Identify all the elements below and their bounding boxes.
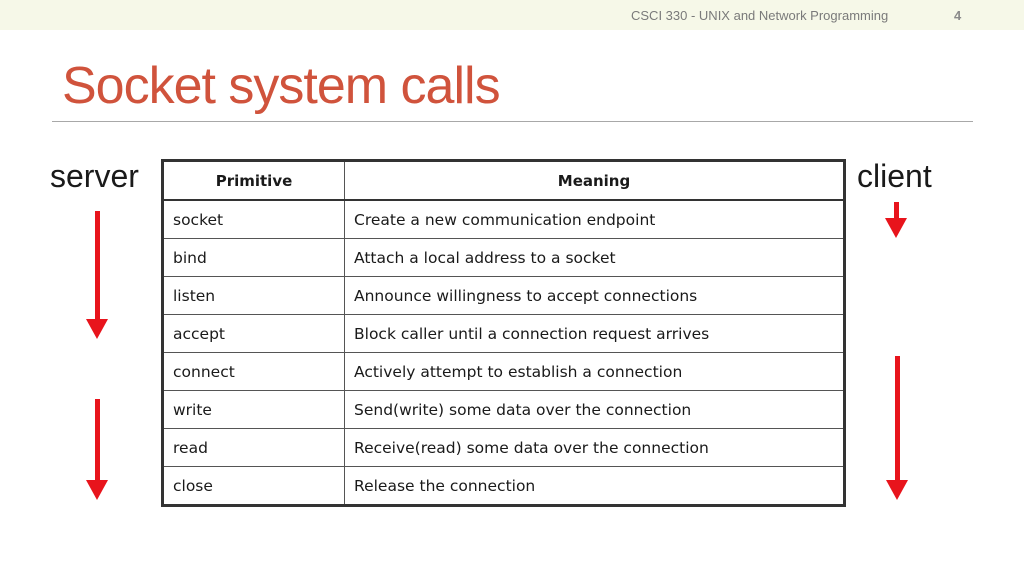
table-row: [163, 353, 845, 391]
table-row: [163, 467, 845, 506]
table-row: [163, 429, 845, 467]
primitive-cell: close: [163, 467, 345, 506]
primitive-cell: socket: [163, 200, 345, 239]
meaning-cell: Announce willingness to accept connections: [345, 277, 845, 315]
table-row: [163, 239, 845, 277]
table-row: [163, 315, 845, 353]
primitive-cell: accept: [163, 315, 345, 353]
meaning-cell: Receive(read) some data over the connection: [345, 429, 845, 467]
meaning-cell: Actively attempt to establish a connection: [345, 353, 845, 391]
primitive-cell: write: [163, 391, 345, 429]
table-header-row: [163, 161, 845, 201]
slide-title: Socket system calls: [62, 57, 500, 115]
primitive-cell: bind: [163, 239, 345, 277]
title-divider: [52, 121, 973, 122]
meaning-cell: Send(write) some data over the connection: [345, 391, 845, 429]
primitive-cell: listen: [163, 277, 345, 315]
meaning-cell: Release the connection: [345, 467, 845, 506]
table-row: [163, 277, 845, 315]
socket-calls-table: [161, 159, 846, 507]
course-title: CSCI 330 - UNIX and Network Programming: [631, 8, 889, 23]
meaning-cell: Block caller until a connection request arrives: [345, 315, 845, 353]
primitive-cell: read: [163, 429, 345, 467]
server-label: server: [50, 158, 139, 194]
header-band: [0, 0, 1024, 30]
client-label: client: [857, 158, 932, 194]
column-header-primitive: Primitive: [163, 161, 345, 201]
meaning-cell: Attach a local address to a socket: [345, 239, 845, 277]
table-row: [163, 200, 845, 239]
meaning-cell: Create a new communication endpoint: [345, 200, 845, 239]
table-row: [163, 391, 845, 429]
page-number: 4: [954, 8, 962, 23]
primitive-cell: connect: [163, 353, 345, 391]
column-header-meaning: Meaning: [345, 161, 845, 201]
